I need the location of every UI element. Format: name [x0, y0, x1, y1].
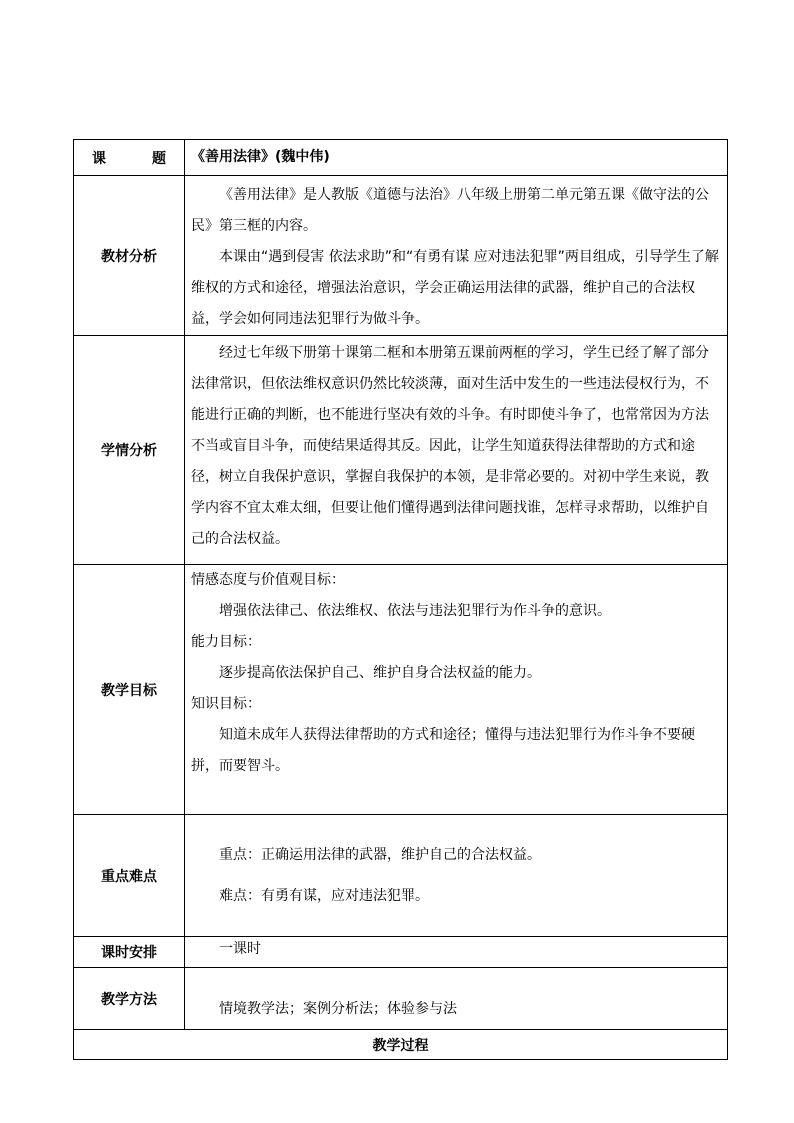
title-label-part2: 题	[152, 150, 166, 167]
objectives-row	[74, 565, 728, 815]
student-analysis-content	[185, 336, 728, 565]
objective-heading-ability: 能力目标：	[191, 634, 261, 650]
student-analysis-label: 学情分析	[74, 336, 185, 565]
schedule-content	[185, 937, 728, 968]
schedule-row	[74, 937, 728, 968]
objective-heading-emotion: 情感态度与价值观目标：	[191, 572, 345, 588]
process-heading: 教学过程	[74, 1030, 728, 1060]
schedule-label: 课时安排	[74, 937, 185, 968]
lesson-plan-table	[73, 139, 728, 1060]
student-analysis-row	[74, 336, 728, 565]
methods-value: 情境教学法；案例分析法；体验参与法	[219, 1001, 457, 1017]
key-points-label: 重点难点	[74, 815, 185, 937]
title-label-part1: 课	[92, 150, 106, 167]
process-row	[74, 1030, 728, 1060]
key-points-content	[185, 815, 728, 937]
title-label-cell	[74, 140, 185, 176]
schedule-value: 一课时	[219, 941, 261, 957]
difficult-point-text: 难点：有勇有谋，应对违法犯罪。	[219, 887, 429, 904]
key-points-row	[74, 815, 728, 937]
objectives-content	[185, 565, 728, 815]
objective-text-knowledge: 知道未成年人获得法律帮助的方式和途径；懂得与违法犯罪行为作斗争不要硬拼，而要智斗。	[191, 727, 695, 774]
objectives-label: 教学目标	[74, 565, 185, 815]
material-paragraph-2: 本课由“遇到侵害 依法求助”和“有勇有谋 应对违法犯罪”两目组成，引导学生了解维权的方式和途径，增强法治意识，学会正确运用法律的武器，维护自己的合法权益，学会如何同违法犯罪行为做斗争。	[191, 249, 719, 327]
objective-text-ability: 逐步提高依法保护自己、维护自身合法权益的能力。	[219, 665, 541, 681]
key-point-text: 重点：正确运用法律的武器，维护自己的合法权益。	[219, 846, 541, 863]
title-row	[74, 140, 728, 176]
material-analysis-label: 教材分析	[74, 176, 185, 336]
material-paragraph-1: 《善用法律》是人教版《道德与法治》八年级上册第二单元第五课《做守法的公民》第三框的内容。	[191, 187, 709, 234]
methods-row	[74, 968, 728, 1030]
objective-text-emotion: 增强依法律己、依法维权、依法与违法犯罪行为作斗争的意识。	[219, 603, 611, 619]
methods-label: 教学方法	[74, 968, 185, 1030]
objective-heading-knowledge: 知识目标：	[191, 696, 261, 712]
material-analysis-row	[74, 176, 728, 336]
lesson-title: 《善用法律》(魏中伟)	[185, 140, 728, 176]
student-paragraph: 经过七年级下册第十课第二框和本册第五课前两框的学习，学生已经了解了部分法律常识，但依法维权意识仍然比较淡薄，面对生活中发生的一些违法侵权行为，不能进行正确的判断，也不能进行坚决有效的斗争。有时即使斗争了，也常常因为方法不当或盲目斗争，而使结果适得其反。因此，让学生知道获得法律帮助的方式和途径，树立自我保护意识，掌握自我保护的本领，是非常必要的。对初中学生来说，教学内容不宜太难太细，但要让他们懂得遇到法律问题找谁，怎样寻求帮助，以维护自己的合法权益。	[191, 345, 709, 547]
methods-content	[185, 968, 728, 1030]
material-analysis-content	[185, 176, 728, 336]
